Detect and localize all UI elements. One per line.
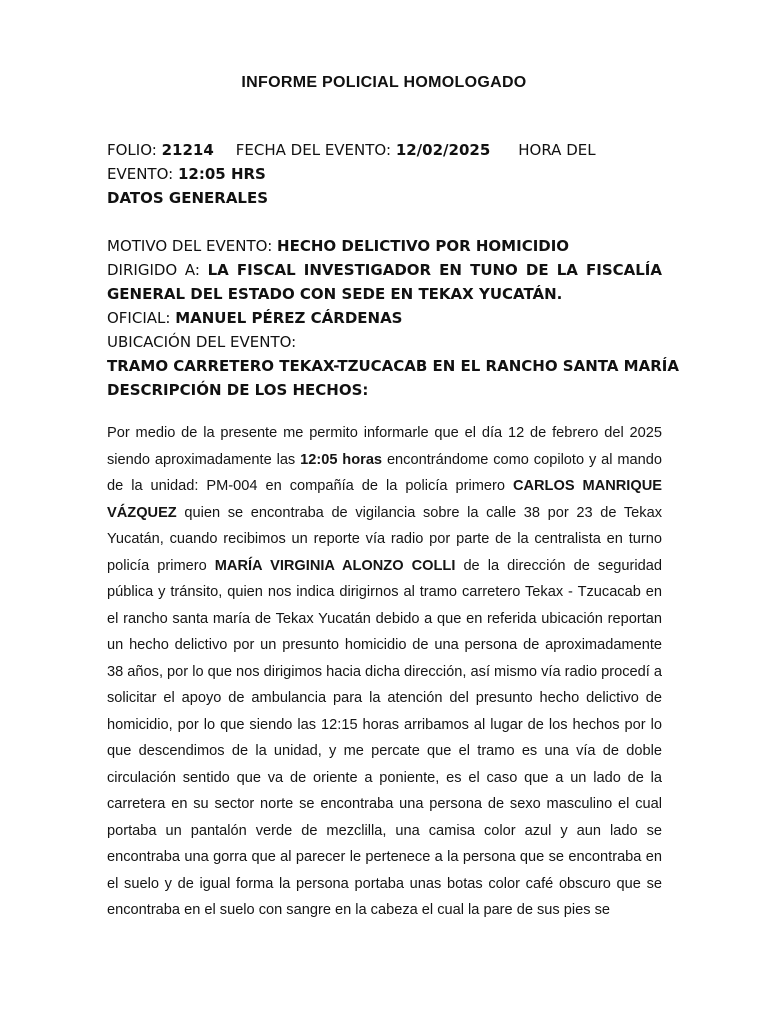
datos-generales-heading: DATOS GENERALES — [107, 189, 269, 207]
folio-label: FOLIO: — [107, 141, 157, 159]
document-title: INFORME POLICIAL HOMOLOGADO — [241, 74, 527, 91]
report-header — [107, 138, 679, 402]
oficial-value: MANUEL PÉREZ CÁRDENAS — [175, 309, 403, 327]
descripcion-heading: DESCRIPCIÓN DE LOS HECHOS: — [107, 381, 369, 399]
motivo-line — [107, 234, 662, 258]
narrative-officer-name: CARLOS MANRIQUE VÁZQUEZ — [107, 478, 662, 521]
hora-value: 12:05 HRS — [177, 165, 266, 183]
motivo-label: MOTIVO DEL EVENTO: — [107, 237, 273, 255]
hora-label-start: HORA DEL — [518, 141, 596, 159]
narrative-time: 12:05 horas — [300, 451, 383, 468]
hora-line — [107, 162, 662, 186]
fecha-value: 12/02/2025 — [395, 141, 491, 159]
hora-label-end: EVENTO: — [107, 165, 174, 183]
motivo-value: HECHO DELICTIVO POR HOMICIDIO — [277, 237, 570, 255]
folio-value: 21214 — [161, 141, 214, 159]
dirigido-line — [107, 258, 662, 306]
dirigido-value: LA FISCAL INVESTIGADOR EN TUNO DE LA FISCALÍA GENERAL DEL ESTADO CON SEDE EN TEKAX YUCATÁN. — [107, 261, 662, 303]
dirigido-label: DIRIGIDO A: — [107, 261, 200, 279]
ubicacion-value: TRAMO CARRETERO TEKAX-TZUCACAB EN EL RANCHO SANTA MARÍA — [107, 357, 679, 375]
folio-date-line — [107, 138, 662, 162]
narrative-paragraph: Por medio de la presente me permito informarle que el día 12 de febrero del 2025 siendo aproximadamente las 12:05 horas encontrándome como copiloto y al mando de la unidad: PM-004 en compañía de la policía primero CARLOS MANRIQUE VÁZQUEZ quien se encontraba de vigilancia sobre la calle 38 por 23 de Tekax Yucatán, cuando recibimos un reporte vía radio por parte de la centralista en turno policía primero MARÍA VIRGINIA ALONZO COLLI de la dirección de seguridad pública y tránsito, quien nos indica dirigirnos al tramo carretero Tekax - Tzucacab en el rancho santa maría de Tekax Yucatán debido a que en referida ubicación reportan un hecho delictivo por un presunto homicidio de una persona de aproximadamente 38 años, por lo que nos dirigimos hacia dicha dirección, así mismo vía radio procedí a solicitar el apoyo de ambulancia para la atención del presunto hecho delictivo de homicidio, por lo que siendo las 12:15 horas arribamos al lugar de los hechos por lo que descendimos de la unidad, y me percate que el tramo es una vía de doble circulación sentido que va de oriente a poniente, es el caso que a un lado de la carretera en su sector norte se encontraba una persona de sexo masculino el cual portaba un pantalón verde de mezclilla, una camisa color azul y aun lado se encontraba una gorra que al parecer le pertenece a la persona que se encontraba en el suelo y de igual forma la persona portaba unas botas color café obscuro que se encontraba en el suelo con sangre en la cabeza el cual la pare de sus pies se — [107, 425, 663, 918]
oficial-label: OFICIAL: — [107, 309, 171, 327]
ubicacion-label: UBICACIÓN DEL EVENTO: — [107, 333, 297, 351]
fecha-label: FECHA DEL EVENTO: — [235, 141, 392, 159]
narrative-dispatcher-name: MARÍA VIRGINIA ALONZO COLLI — [214, 557, 456, 574]
oficial-line — [107, 306, 662, 330]
